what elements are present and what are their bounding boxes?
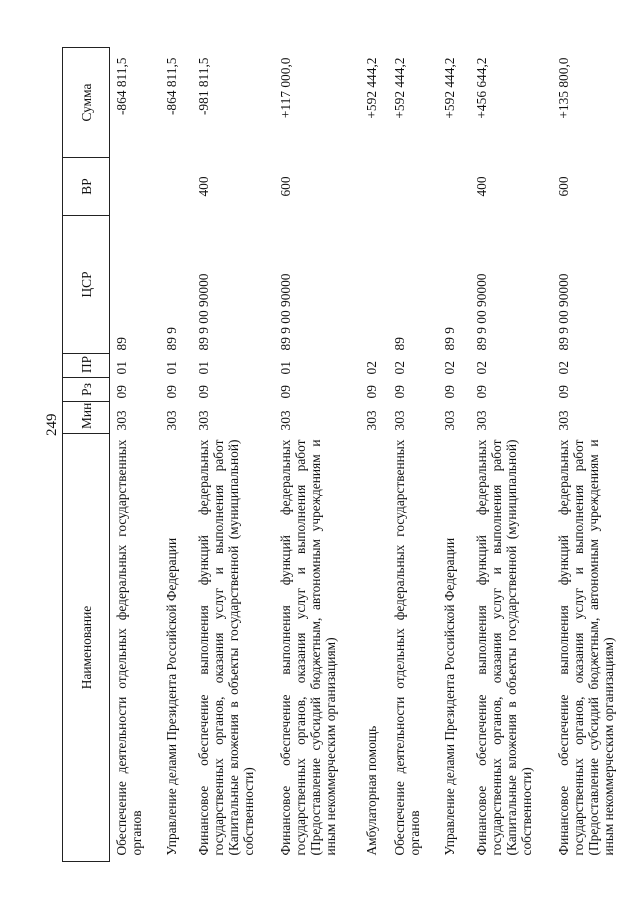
row-name: Финансовое обеспечение выполнения функций федеральных государственных органов, оказания услуг и выполнения работ (Капитальные вложения в объекты государственной (муниципальной) собственности) [474, 439, 534, 856]
row-min: 303 [278, 410, 293, 431]
row-pr: 02 [392, 361, 407, 375]
row-rz: 09 [474, 385, 489, 399]
row-vr: 600 [556, 176, 571, 197]
row-sum: +135 800,0 [556, 57, 571, 119]
header-rz: Рз [63, 378, 110, 402]
row-rz: 09 [278, 385, 293, 399]
row-sum: +117 000,0 [278, 57, 293, 119]
table-row [388, 48, 438, 862]
row-vr: 400 [474, 176, 489, 197]
row-name: Финансовое обеспечение выполнения функций федеральных государственных органов, оказания услуг и выполнения работ (Предоставление субсидий бюджетным, автономным учреждениям и иным некоммерческим организациям) [278, 439, 338, 856]
table-row [274, 48, 360, 862]
page-number: 249 [44, 413, 60, 436]
row-csr: 89 9 00 90000 [278, 273, 293, 351]
table-row [470, 48, 552, 862]
table-row [160, 48, 192, 862]
row-min: 303 [164, 410, 179, 431]
row-csr: 89 9 00 90000 [474, 273, 489, 351]
row-name: Финансовое обеспечение выполнения функций федеральных государственных органов, оказания услуг и выполнения работ (Капитальные вложения в объекты государственной (муниципальной) собственности) [196, 439, 256, 856]
row-vr [110, 158, 161, 216]
row-min: 303 [556, 410, 571, 431]
row-rz: 09 [442, 385, 457, 399]
header-min: Мин [63, 402, 110, 434]
row-min: 303 [364, 410, 379, 431]
table-row [192, 48, 274, 862]
row-min: 303 [114, 410, 129, 431]
table-row [552, 48, 638, 862]
header-pr: ПР [63, 354, 110, 378]
row-pr: 02 [442, 361, 457, 375]
row-name: Обеспечение деятельности отдельных федеральных государственных органов [392, 439, 422, 856]
header-name: Наименование [63, 434, 110, 862]
row-min: 303 [392, 410, 407, 431]
row-pr: 01 [114, 361, 129, 375]
row-sum: -981 811,5 [196, 57, 211, 116]
row-vr [160, 158, 192, 216]
row-vr [360, 158, 388, 216]
row-min: 303 [442, 410, 457, 431]
row-sum: +592 444,2 [442, 57, 457, 119]
row-rz: 09 [196, 385, 211, 399]
row-name: Обеспечение деятельности отдельных федеральных государственных органов [114, 439, 144, 856]
header-vr: ВР [63, 158, 110, 216]
row-min: 303 [196, 410, 211, 431]
row-name: Амбулаторная помощь [364, 725, 379, 856]
row-pr: 01 [164, 361, 179, 375]
row-sum: +592 444,2 [364, 57, 379, 119]
row-pr: 02 [556, 361, 571, 375]
row-sum: +592 444,2 [392, 57, 407, 119]
row-sum: +456 644,2 [474, 57, 489, 119]
budget-table [62, 47, 638, 862]
row-csr: 89 [392, 337, 407, 351]
header-sum: Сумма [63, 48, 110, 158]
row-rz: 09 [392, 385, 407, 399]
table-row [438, 48, 470, 862]
header-csr: ЦСР [63, 216, 110, 354]
row-rz: 09 [164, 385, 179, 399]
row-csr: 89 9 00 90000 [196, 273, 211, 351]
row-csr: 89 9 00 90000 [556, 273, 571, 351]
row-vr: 600 [278, 176, 293, 197]
row-vr: 400 [196, 176, 211, 197]
row-rz: 09 [556, 385, 571, 399]
row-name: Управление делами Президента Российской Федерации [442, 537, 457, 856]
row-sum: -864 811,5 [114, 57, 129, 116]
row-rz: 09 [114, 385, 129, 399]
row-pr: 02 [364, 361, 379, 375]
row-sum: -864 811,5 [164, 57, 179, 116]
row-csr: 89 9 [164, 327, 179, 351]
table-row [110, 48, 161, 862]
row-pr: 02 [474, 361, 489, 375]
row-pr: 01 [196, 361, 211, 375]
row-name: Управление делами Президента Российской Федерации [164, 537, 179, 856]
table-row [360, 48, 388, 862]
row-name: Финансовое обеспечение выполнения функций федеральных государственных органов, оказания услуг и выполнения работ (Предоставление субсидий бюджетным, автономным учреждениям и иным некоммерческим организациям) [556, 439, 616, 856]
row-pr: 01 [278, 361, 293, 375]
row-csr: 89 9 [442, 327, 457, 351]
row-vr [388, 158, 438, 216]
row-csr [360, 216, 388, 354]
row-min: 303 [474, 410, 489, 431]
row-vr [438, 158, 470, 216]
rotated-table-container [62, 48, 616, 862]
row-rz: 09 [364, 385, 379, 399]
row-csr: 89 [114, 337, 129, 351]
table-header-row [63, 48, 110, 862]
